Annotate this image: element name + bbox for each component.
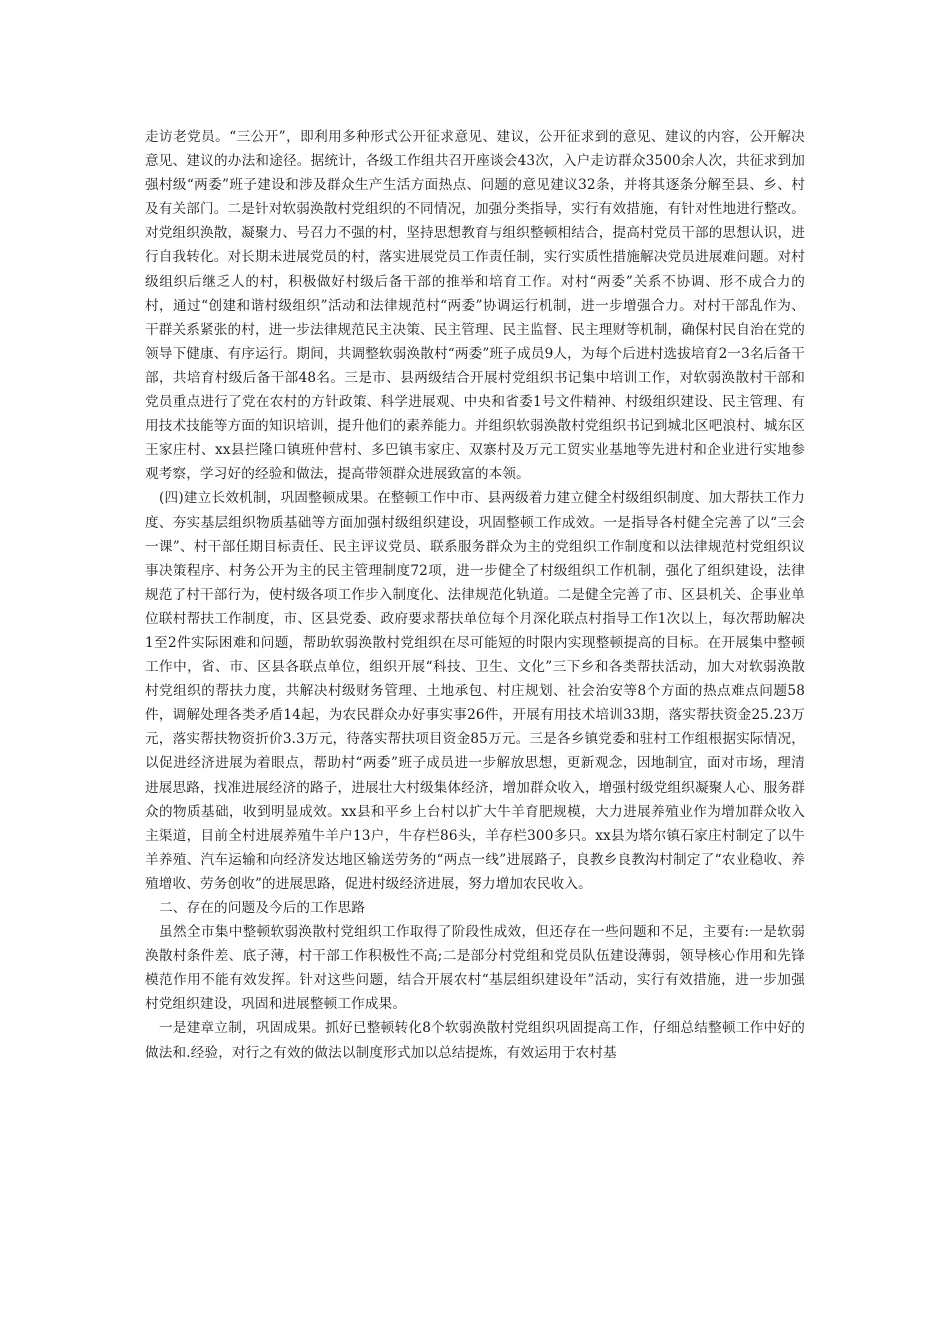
document-page xyxy=(145,125,805,1065)
paragraph-existing-problems: 虽然全市集中整顿软弱涣散村党组织工作取得了阶段性成效，但还存在一些问题和不足，主要有:一是软弱涣散村条件差、底子薄，村干部工作积极性不高;二是部分村党组和党员队伍建设薄弱，领导核心作用和先锋模范作用不能有效发挥。针对这些问题，结合开展农村“基层组织建设年”活动，实行有效措施，进一步加强村党组织建设，巩固和进展整顿工作成果。 xyxy=(145,924,805,1013)
paragraph-long-term-mechanism: (四)建立长效机制，巩固整顿成果。在整顿工作中市、县两级着力建立健全村级组织制度、加大帮扶工作力度、夯实基层组织物质基础等方面加强村级组织建设，巩固整顿工作成效。一是指导各村健全完善了以“三会一课”、村干部任期目标责任、民主评议党员、联系服务群众为主的党组织工作制度和以法律规范村党组织议事决策程序、村务公开为主的民主管理制度72项，进一步健全了村级组织工作机制，强化了组织建设，法律规范了村干部行为，使村级各项工作步入制度化、法律规范化轨道。二是健全完善了市、区县机关、企事业单位联村帮扶工作制度，市、区县党委、政府要求帮扶单位每个月深化联点村指导工作1次以上，每次帮助解决1至2件实际困难和问题，帮助软弱涣散村党组织在尽可能短的时限内实现整顿提高的目标。在开展集中整顿工作中，省、市、区县各联点单位，组织开展“科技、卫生、文化”三下乡和各类帮扶活动，加大对软弱涣散村党组织的帮扶力度，共解决村级财务管理、土地承包、村庄规划、社会治安等8个方面的热点难点问题58件，调解处理各类矛盾14起，为农民群众办好事实事26件，开展有用技术培训33期，落实帮扶资金25.23万元，落实帮扶物资折价3.3万元，待落实帮扶项目资金85万元。三是各乡镇党委和驻村工作组根据实际情况，以促进经济进展为着眼点，帮助村“两委”班子成员进一步解放思想，更新观念，因地制宜，面对市场，理清进展思路，找准进展经济的路子，进展壮大村级集体经济，增加群众收入，增强村级党组织凝聚人心、服务群众的物质基础，收到明显成效。xx县和平乡上台村以扩大牛羊育肥规模，大力进展养殖业作为增加群众收入主渠道，目前全村进展养殖牛羊户13户，牛存栏86头，羊存栏300多只。xx县为塔尔镇石家庄村制定了以牛羊养殖、汽车运输和向经济发达地区输送劳务的“两点一线”进展路子，良教乡良教沟村制定了“农业稳收、养殖增收、劳务创收”的进展思路，促进村级经济进展，努力增加农民收入。 xyxy=(145,490,805,892)
paragraph-build-systems: 一是建章立制，巩固成果。抓好已整顿转化8个软弱涣散村党组织巩固提高工作，仔细总结整顿工作中好的做法和.经验，对行之有效的做法以制度形式加以总结提炼，有效运用于农村基 xyxy=(145,1020,805,1061)
section-heading-problems-and-ideas: 二、存在的问题及今后的工作思路 xyxy=(159,900,366,916)
paragraph-interviews-and-rectification: 走访老党员。“三公开”，即利用多种形式公开征求意见、建议，公开征求到的意见、建议的内容，公开解决意见、建议的办法和途径。据统计，各级工作组共召开座谈会43次，入户走访群众3500余人次，共征求到加强村级“两委”班子建设和涉及群众生产生活方面热点、问题的意见建议32条，并将其逐条分解至县、乡、村及有关部门。二是针对软弱涣散村党组织的不同情况，加强分类指导，实行有效措施，有针对性地进行整改。对党组织涣散，凝聚力、号召力不强的村，坚持思想教育与组织整顿相结合，提高村党员干部的思想认识，进行自我转化。对长期未进展党员的村，落实进展党员工作责任制，实行实质性措施解决党员进展难问题。对村级组织后继乏人的村，积极做好村级后备干部的推举和培育工作。对村“两委”关系不协调、形不成合力的村，通过“创建和谐村级组织”活动和法律规范村“两委”协调运行机制，进一步增强合力。对村干部乱作为、干群关系紧张的村，进一步法律规范民主决策、民主管理、民主监督、民主理财等机制，确保村民自治在党的领导下健康、有序运行。期间，共调整软弱涣散村“两委”班子成员9人，为每个后进村选拔培育2一3名后备干部，共培育村级后备干部48名。三是市、县两级结合开展村党组织书记集中培训工作，对软弱涣散村干部和党员重点进行了党在农村的方针政策、科学进展观、中央和省委1号文件精神、村级组织建设、民主管理、有用技术技能等方面的知识培训，提升他们的素养能力。并组织软弱涣散村党组织书记到城北区吧浪村、城东区王家庄村、xx县拦隆口镇班仲营村、多巴镇韦家庄、双寨村及万元工贸实业基地等先进村和企业进行实地参观考察，学习好的经验和做法，提高带领群众进展致富的本领。 xyxy=(145,129,805,483)
